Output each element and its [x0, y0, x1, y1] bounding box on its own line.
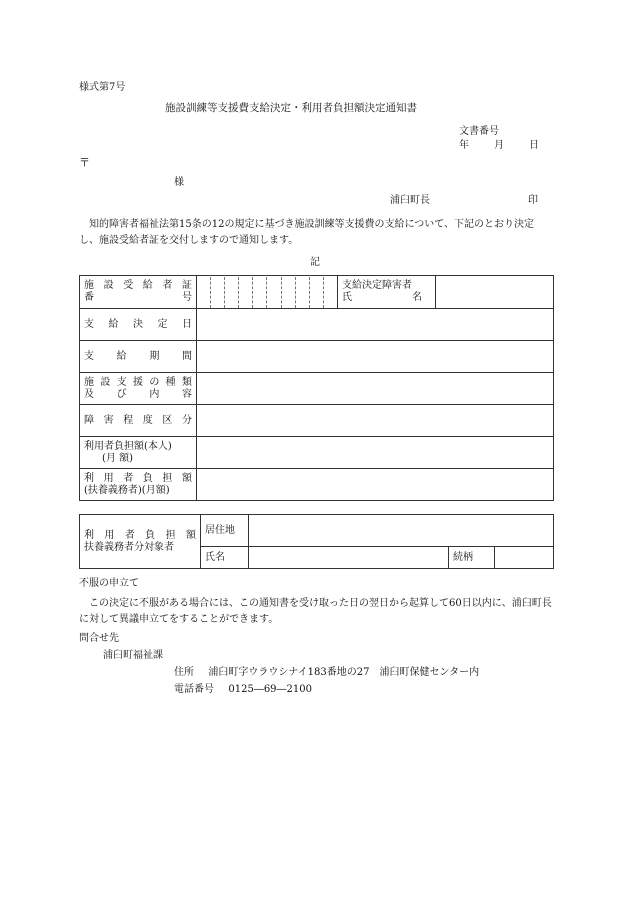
period-text: 支 給 期 間	[84, 350, 192, 362]
issuer: 浦臼町長	[390, 195, 430, 206]
body-text: 知的障害者福祉法第15条の12の規定に基づき施設訓練等支援費の支給について、下記のとおり決定し、施設受給者証を交付しますので通知します。	[79, 219, 535, 246]
year-label: 年	[459, 140, 469, 151]
burden-self-value	[197, 437, 554, 469]
service-label	[80, 373, 197, 405]
period-label	[80, 341, 197, 373]
table-row	[80, 309, 554, 341]
burden-self-label: 利用者負担額(本人) (月 額)	[80, 437, 197, 469]
disability-class-value	[197, 405, 554, 437]
period-value	[197, 341, 554, 373]
doc-number-label	[459, 126, 539, 138]
relation-label	[449, 547, 495, 569]
burden-support-text: 利 用 者 負 担 額	[84, 472, 192, 484]
appeal-text: この決定に不服がある場合には、この通知書を受け取った日の翌日から起算して60日以内に、浦臼町長に対して異議申立てをすることができます。	[79, 598, 552, 625]
table-row	[80, 341, 554, 373]
support-obligor-table	[79, 514, 554, 569]
recipient-name-value	[436, 276, 554, 309]
name-text: 氏名	[205, 551, 225, 563]
recipient-label: 支給決定障害者 氏 名	[338, 276, 436, 309]
addressee-suffix: 様	[174, 177, 184, 188]
decision-table	[79, 275, 554, 501]
table-row	[80, 405, 554, 437]
appeal-heading: 不服の申立て	[79, 578, 139, 589]
obligor-label: 利 用 者 負 担 額 扶養義務者分対象者	[80, 515, 201, 569]
month-label: 月	[494, 140, 504, 151]
disability-class-label	[80, 405, 197, 437]
address-value	[249, 515, 554, 547]
relation-text: 続柄	[453, 551, 473, 563]
contact-phone	[174, 684, 312, 696]
burden-support-value	[197, 469, 554, 501]
address-value: 浦臼町字ウラウシナイ183番地の27 浦臼町保健センター内	[208, 667, 480, 678]
date-line	[459, 140, 539, 152]
obligor-text: 利 用 者 負 担 額	[84, 529, 196, 541]
table-row	[80, 515, 554, 547]
address-label: 住所	[174, 667, 194, 678]
table-row	[80, 469, 554, 501]
name-value	[249, 547, 449, 569]
contact-department: 浦臼町福祉課	[103, 650, 163, 661]
form-number: 様式第7号	[79, 82, 126, 93]
decision-date-value	[197, 309, 554, 341]
day-label: 日	[529, 140, 539, 151]
cert-label-text: 施 設 受 給 者 証	[84, 280, 192, 291]
seal-mark: 印	[528, 195, 538, 206]
doc-number-text: 文書番号	[459, 126, 499, 137]
phone-label: 電話番号	[174, 684, 214, 695]
table-row	[80, 373, 554, 405]
service-value	[197, 373, 554, 405]
disability-class-text: 障 害 程 度 区 分	[84, 414, 192, 426]
contact-heading: 問合せ先	[79, 633, 119, 644]
cert-number-boxes	[197, 276, 338, 309]
decision-date-label	[80, 309, 197, 341]
document-title: 施設訓練等支援費支給決定・利用者負担額決定通知書	[165, 102, 417, 114]
phone-value: 0125―69―2100	[228, 684, 312, 695]
service-text-2: 及 び 内 容	[84, 388, 192, 400]
name-label	[201, 547, 249, 569]
ki-mark: 記	[310, 257, 320, 268]
relation-value	[495, 547, 554, 569]
contact-address	[174, 667, 479, 679]
table-row	[80, 276, 554, 309]
cert-number-label: 施 設 受 給 者 証 番 号	[80, 276, 197, 309]
address-label: 居住地	[201, 515, 249, 547]
table-row	[80, 437, 554, 469]
service-text-1: 施 設 支 援 の 種 類	[84, 376, 192, 388]
burden-support-label: 利 用 者 負 担 額 (扶養義務者)(月額)	[80, 469, 197, 501]
decision-date-text: 支 給 決 定 日	[84, 318, 192, 330]
postal-mark: 〒	[79, 156, 90, 169]
